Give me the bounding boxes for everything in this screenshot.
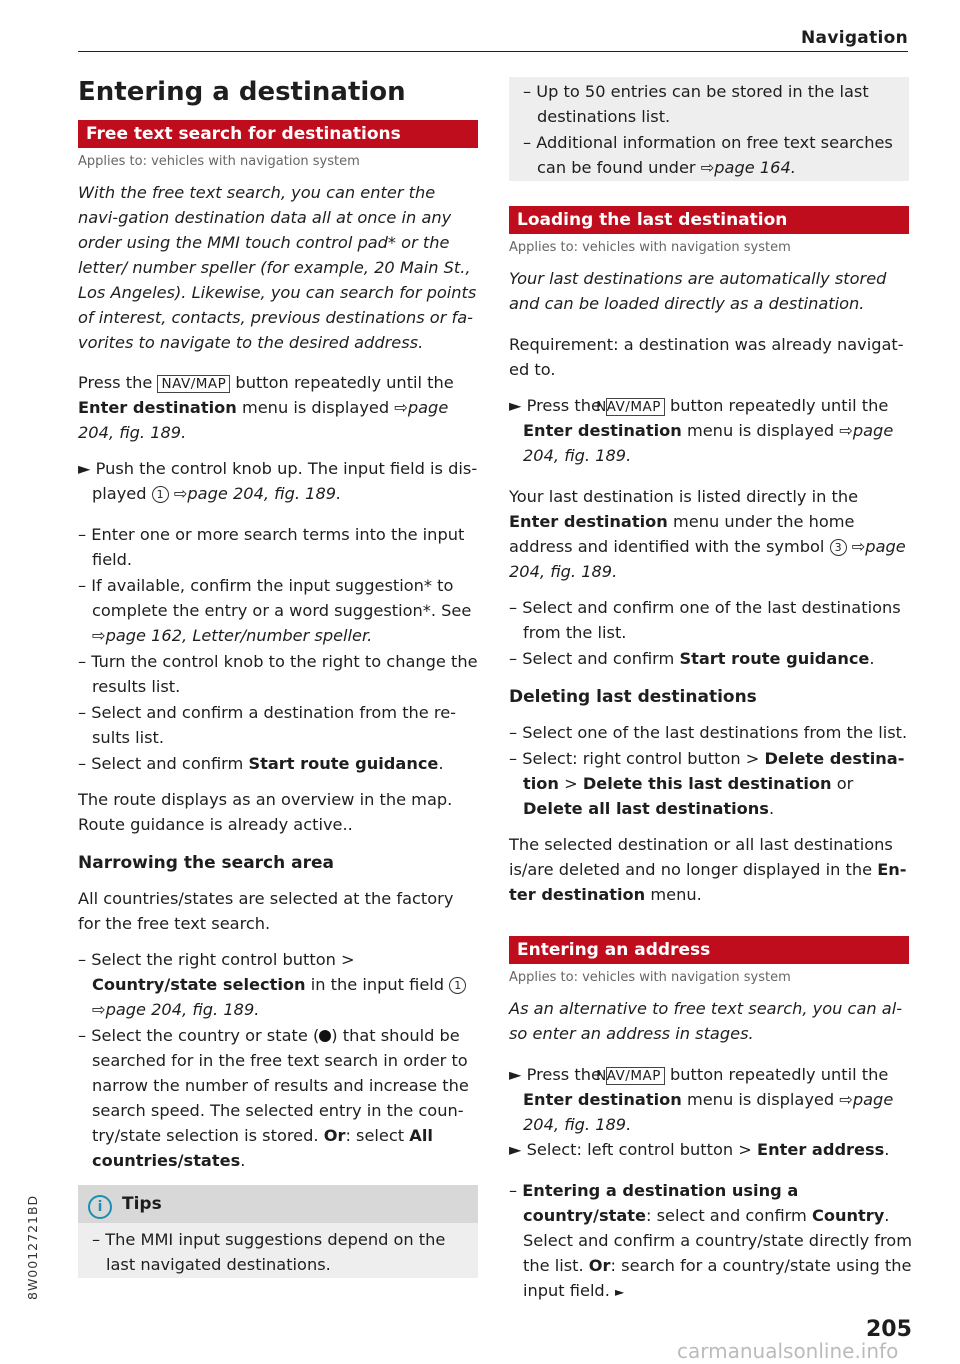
tips-header: i Tips (78, 1185, 478, 1223)
list-item: – Select and confirm one of the last destinations from the list. (509, 598, 901, 642)
intro-paragraph: With the free text search, you can enter the navi-gation destination data all at once in any order using the MMI touch control pad* or the letter/ number speller (for example, 20 Main St., Los Angeles). Likewise, you can search for points of interest, contacts, previous destinations or fa-vorites to navigate to the desired address. (78, 183, 477, 352)
tips-box (78, 1185, 478, 1278)
list-item: – Select and confirm Start route guidance. (509, 649, 875, 668)
filled-dot-icon (319, 1030, 331, 1042)
info-box (509, 77, 909, 181)
narrow-paragraph: All countries/states are selected at the factory for the free text search. (78, 889, 454, 933)
section-enter-address (509, 936, 909, 988)
page-reference: ⇨page 204, fig. 189. (78, 398, 449, 442)
section-heading-enter-address: Entering an address (509, 936, 909, 964)
watermark: carmanualsonline.info (677, 1339, 899, 1363)
list-item: – Select the right control button > Country/state selection in the input field 1 ⇨page 204, fig. 189. (78, 947, 478, 1022)
continue-arrow-icon: ► (615, 1285, 625, 1299)
nav-map-button-label: NAV/MAP (157, 375, 230, 393)
step-select-enter-address: ► Select: left control button > Enter address. (509, 1140, 890, 1159)
callout-1-icon: 1 (449, 977, 466, 994)
section-heading-load-last: Loading the last destination (509, 206, 909, 234)
list-item: – Additional information on free text searches can be found under ⇨page 164. (523, 133, 893, 177)
subheading-narrow: Narrowing the search area (78, 853, 335, 873)
steps-list (78, 522, 478, 776)
section-load-last (509, 206, 909, 258)
route-paragraph: The route displays as an overview in the map. Route guidance is already active.. (78, 790, 453, 834)
step-press-nav: ► Press the NAV/MAP button repeatedly until the Enter destination menu is displayed ⇨page 204, fig. 189. (509, 396, 894, 465)
section-heading-free-text: Free text search for destinations (78, 120, 478, 148)
address-steps (509, 1062, 909, 1162)
press-nav-paragraph: Press the NAV/MAP button repeatedly until the Enter destination menu is displayed ⇨page 204, fig. 189. (78, 373, 454, 442)
document-id: 8W0012721BD (25, 1194, 40, 1300)
list-item: – Select the country or state ( ) that should be searched for in the free text search in order to narrow the number of results and increase the search speed. The selected entry in the coun-try/state selection is stored. Or: select All countries/states. (78, 1026, 469, 1170)
deleted-paragraph: The selected destination or all last destinations is/are deleted and no longer displayed in the En-ter destination menu. (509, 835, 907, 904)
load-steps (509, 595, 909, 671)
page-title: Entering a destination (78, 77, 406, 107)
list-item: – Turn the control knob to the right to change the results list. (78, 652, 478, 696)
header-rule (78, 51, 908, 52)
page-number: 205 (866, 1317, 912, 1342)
list-item: – Select one of the last destinations from the list. (509, 723, 908, 742)
list-item: – Up to 50 entries can be stored in the last destinations list. (523, 82, 869, 126)
list-item: – Select and confirm Start route guidance. (78, 754, 444, 773)
section-free-text-search (78, 120, 478, 172)
info-icon: i (88, 1195, 112, 1219)
step-push-knob: ► Push the control knob up. The input field is dis-played 1 ⇨page 204, fig. 189. (78, 459, 478, 503)
nav-map-button-label: NAV/MAP (606, 398, 665, 416)
section-header: Navigation (801, 28, 908, 48)
narrow-steps (78, 947, 478, 1173)
last-destination-paragraph: Your last destination is listed directly in the Enter destination menu under the home address and identified with the symbol 3 ⇨page 204, fig. 189. (509, 487, 906, 581)
list-item: – Enter one or more search terms into the input field. (78, 525, 465, 569)
intro-paragraph: Your last destinations are automatically stored and can be loaded directly as a destination. (509, 269, 887, 313)
applies-note: Applies to: vehicles with navigation system (509, 970, 791, 985)
applies-note: Applies to: vehicles with navigation system (509, 240, 791, 255)
list-item: – Entering a destination using a country/state: select and confirm Country. Select and confirm a country/state directly from the list. Or: search for a country/state using the input field. ► (509, 1181, 912, 1300)
step-press-nav: ► Press the NAV/MAP button repeatedly until the Enter destination menu is displayed ⇨page 204, fig. 189. (509, 1065, 894, 1134)
applies-note: Applies to: vehicles with navigation system (78, 154, 360, 169)
list-item: – Select: right control button > Delete destina-tion > Delete this last destination or Delete all last destinations. (509, 749, 905, 818)
tips-text: – The MMI input suggestions depend on the last navigated destinations. (92, 1230, 446, 1274)
delete-steps (509, 720, 909, 821)
subheading-delete: Deleting last destinations (509, 687, 757, 707)
list-item: – Select and confirm a destination from the re-sults list. (78, 703, 457, 747)
nav-map-button-label: NAV/MAP (606, 1067, 665, 1085)
callout-1-icon: 1 (152, 486, 169, 503)
requirement-paragraph: Requirement: a destination was already navigat-ed to. (509, 335, 904, 379)
callout-3-icon: 3 (830, 539, 847, 556)
list-item: – If available, confirm the input suggestion* to complete the entry or a word suggestion*. See ⇨page 162, Letter/number speller. (78, 576, 472, 645)
intro-paragraph: As an alternative to free text search, you can al-so enter an address in stages. (509, 999, 903, 1043)
